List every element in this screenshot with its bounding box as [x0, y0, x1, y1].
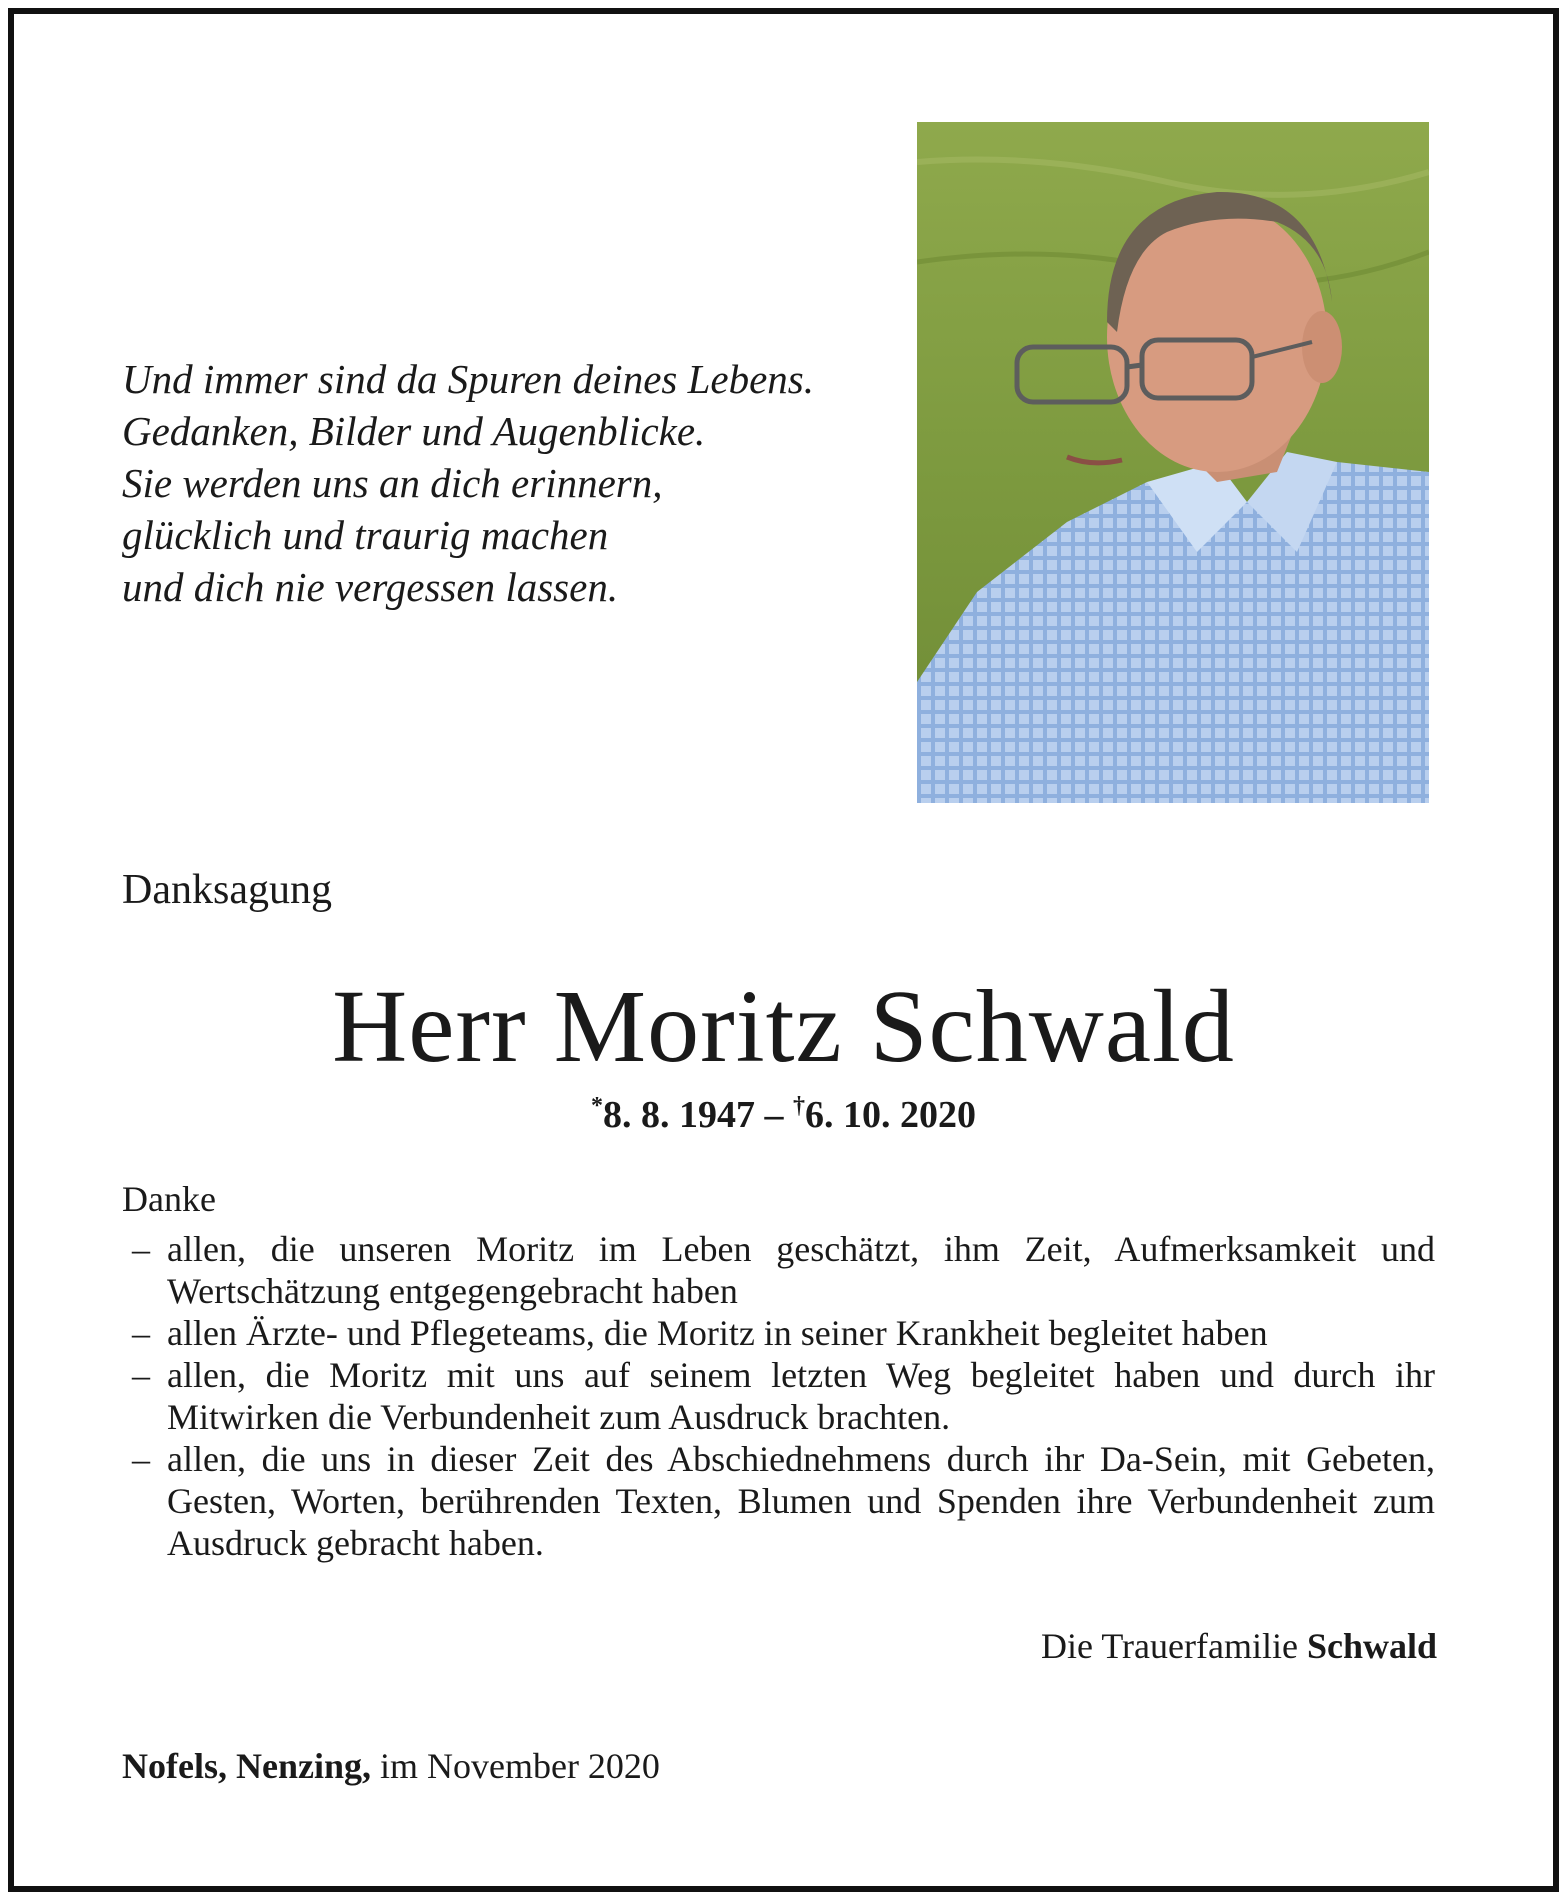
signature-family: Schwald — [1306, 1626, 1437, 1666]
heading-danksagung: Danksagung — [122, 867, 332, 913]
poem-line: Und immer sind da Spuren deines Lebens. — [122, 356, 814, 402]
poem-line: glücklich und traurig machen — [122, 512, 609, 558]
thanks-item-text: allen Ärzte- und Pflegeteams, die Moritz in seiner Krankheit begleitet haben — [167, 1313, 1268, 1353]
poem-line: und dich nie vergessen lassen. — [122, 564, 619, 610]
portrait-illustration — [917, 122, 1429, 803]
thanks-item — [122, 1312, 1435, 1354]
thanks-item-text: allen, die uns in dieser Zeit des Abschiednehmens durch ihr Da-Sein, mit Gebeten, Gesten, Worten, berührenden Texten, Blumen und Spenden ihre Verbundenheit zum Ausdruck gebracht haben. — [167, 1439, 1435, 1563]
thanks-item — [122, 1438, 1435, 1564]
life-dates — [0, 1093, 1567, 1137]
place-and-date — [122, 1745, 660, 1787]
poem-line: Gedanken, Bilder und Augenblicke. — [122, 408, 706, 454]
poem-line: Sie werden uns an dich erinnern, — [122, 460, 663, 506]
thanks-item — [122, 1228, 1435, 1312]
thanks-item-text: allen, die unseren Moritz im Leben geschätzt, ihm Zeit, Aufmerksamkeit und Wertschätzung entgegengebracht haben — [167, 1229, 1435, 1311]
place-date: im November 2020 — [379, 1746, 660, 1786]
thanks-item — [122, 1354, 1435, 1438]
dash-marker: – — [132, 1439, 150, 1479]
death-date: 6. 10. 2020 — [805, 1094, 976, 1136]
memorial-poem — [122, 353, 822, 613]
portrait-photo — [917, 122, 1429, 803]
birth-date: 8. 8. 1947 — [603, 1094, 755, 1136]
thanks-item-text: allen, die Moritz mit uns auf seinem letzten Weg begleitet haben und durch ihr Mitwirken die Verbundenheit zum Ausdruck brachten. — [167, 1355, 1435, 1437]
birth-symbol: * — [591, 1093, 603, 1119]
dash-marker: – — [132, 1229, 150, 1269]
deceased-name: Herr Moritz Schwald — [332, 969, 1235, 1084]
date-separator: – — [764, 1094, 784, 1136]
signature-prefix: Die Trauerfamilie — [1041, 1626, 1298, 1666]
thanks-intro: Danke — [122, 1179, 216, 1219]
family-signature — [1041, 1625, 1437, 1667]
death-symbol: † — [793, 1093, 805, 1119]
dash-marker: – — [132, 1313, 150, 1353]
place-name: Nofels, Nenzing, — [122, 1746, 371, 1786]
thanks-list — [122, 1228, 1435, 1564]
dash-marker: – — [132, 1355, 150, 1395]
